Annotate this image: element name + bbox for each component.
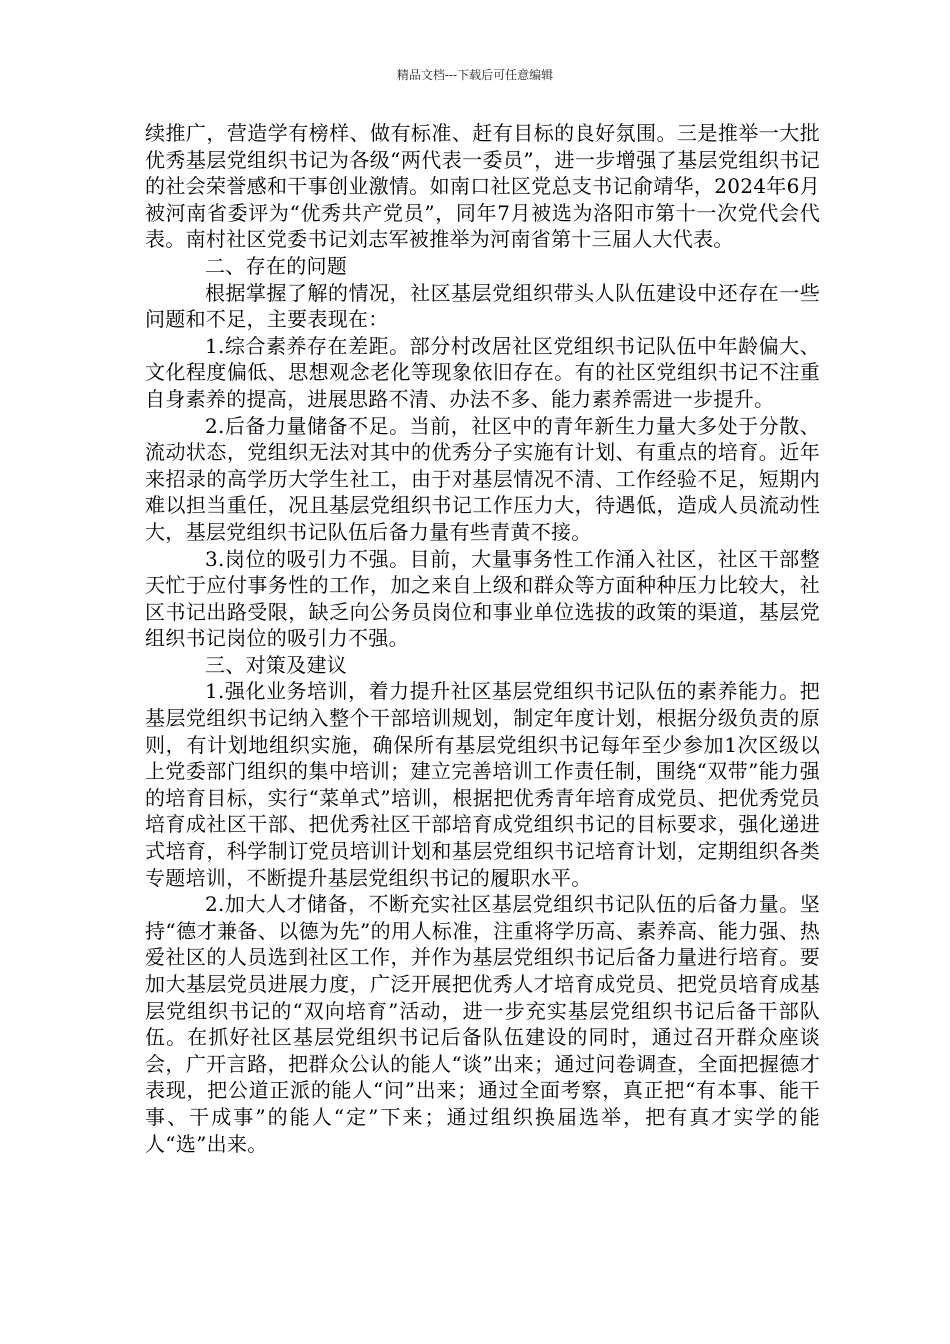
section-heading-problems: 二、存在的问题 xyxy=(205,253,348,278)
paragraph-problem-3: 3.岗位的吸引力不强。目前，大量事务性工作涌入社区，社区干部整天忙于应付事务性的工作，加之来自上级和群众等方面种种压力比较大，社区书记出路受限，缺乏向公务员岗位和事业单位选拔的政策的渠道，基层党组织书记岗位的吸引力不强。 xyxy=(145,546,820,651)
paragraph-intro-problems: 根据掌握了解的情况，社区基层党组织带头人队伍建设中还存在一些问题和不足，主要表现在： xyxy=(145,280,820,332)
paragraph-continuation: 续推广，营造学有榜样、做有标准、赶有目标的良好氛围。三是推举一大批优秀基层党组织书记为各级“两代表一委员”，进一步增强了基层党组织书记的社会荣誉感和干事创业激情。如南口社区党总支书记俞靖华，2024年6月被河南省委评为“优秀共产党员”，同年7月被选为洛阳市第十一次党代会代表。南村社区党委书记刘志军被推举为河南省第十三届人大代表。 xyxy=(145,121,820,252)
paragraph-problem-1: 1.综合素养存在差距。部分村改居社区党组织书记队伍中年龄偏大、文化程度偏低、思想观念老化等现象依旧存在。有的社区党组织书记不注重自身素养的提高，进展思路不清、办法不多、能力素养需进一步提升。 xyxy=(145,333,820,411)
document-body xyxy=(145,120,820,1157)
paragraph-problem-2: 2.后备力量储备不足。当前，社区中的青年新生力量大多处于分散、流动状态，党组织无法对其中的优秀分子实施有计划、有重点的培育。近年来招录的高学历大学生社工，由于对基层情况不清、工作经验不足，短期内难以担当重任，况且基层党组织书记工作压力大，待遇低，造成人员流动性大，基层党组织书记队伍后备力量有些青黄不接。 xyxy=(145,413,820,544)
section-heading-suggestions: 三、对策及建议 xyxy=(205,652,348,677)
paragraph-suggestion-1: 1.强化业务培训，着力提升社区基层党组织书记队伍的素养能力。把基层党组织书记纳入整个干部培训规划，制定年度计划，根据分级负责的原则，有计划地组织实施，确保所有基层党组织书记每年至少参加1次区级以上党委部门组织的集中培训；建立完善培训工作责任制，围绕“双带”能力强的培育目标，实行“菜单式”培训，根据把优秀青年培育成党员、把优秀党员培育成社区干部、把优秀社区干部培育成党组织书记的目标要求，强化递进式培育，科学制订党员培训计划和基层党组织书记培育计划，定期组织各类专题培训，不断提升基层党组织书记的履职水平。 xyxy=(145,679,820,890)
paragraph-suggestion-2: 2.加大人才储备，不断充实社区基层党组织书记队伍的后备力量。坚持“德才兼备、以德为先”的用人标准，注重将学历高、素养高、能力强、热爱社区的人员选到社区工作，并作为基层党组织书记后备力量进行培育。要加大基层党员进展力度，广泛开展把优秀人才培育成党员、把党员培育成基层党组织书记的“双向培育”活动，进一步充实基层党组织书记后备干部队伍。在抓好社区基层党组织书记后备队伍建设的同时，通过召开群众座谈会，广开言路，把群众公认的能人“谈”出来；通过问卷调查，全面把握德才表现，把公道正派的能人“问”出来；通过全面考察，真正把“有本事、能干事、干成事”的能人“定”下来；通过组织换届选举，把有真才实学的能人“选”出来。 xyxy=(145,892,820,1156)
page-header: 精品文档---下载后可任意编辑 xyxy=(396,68,554,82)
